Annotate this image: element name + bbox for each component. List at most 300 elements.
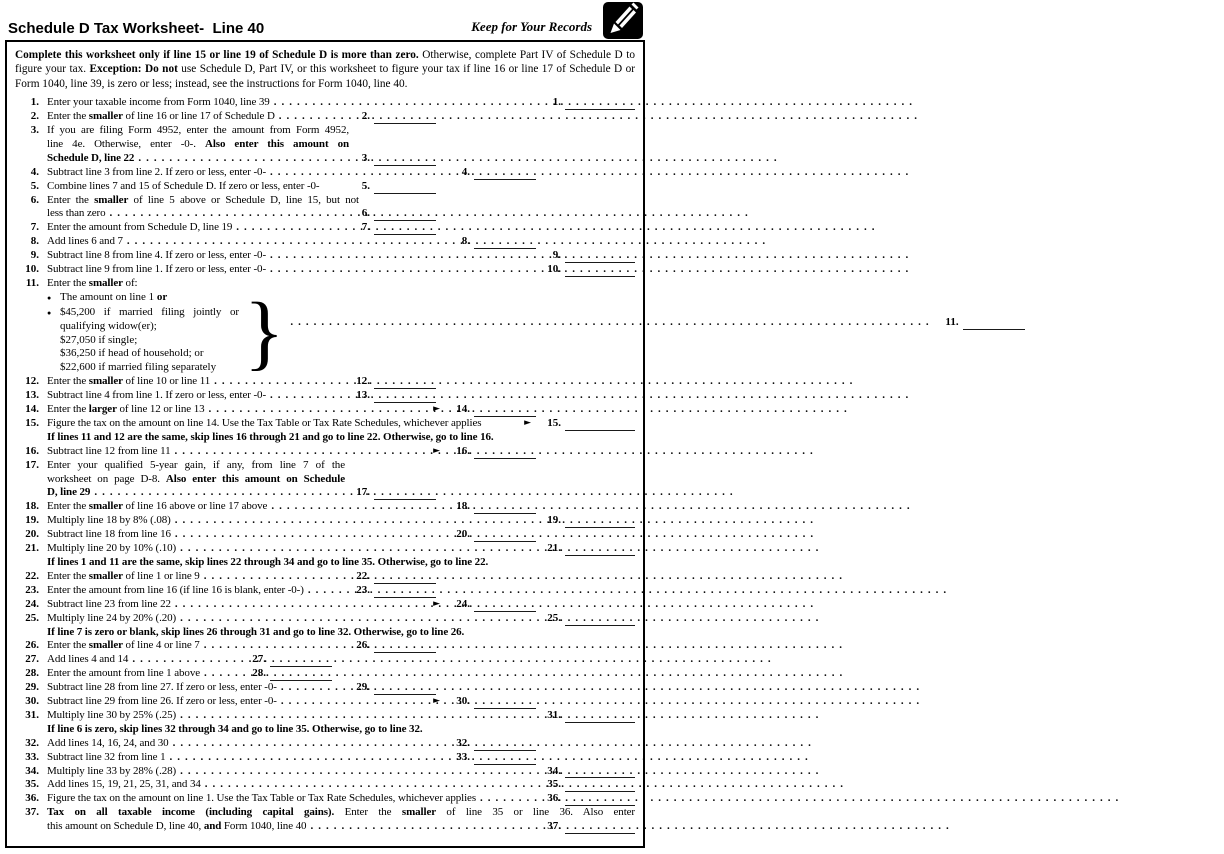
text-segment: Add lines 14, 16, 24, and 30 xyxy=(47,736,169,749)
line-number: 16. xyxy=(25,444,39,457)
arrow-icon: ► xyxy=(433,696,440,707)
worksheet-row xyxy=(15,584,635,598)
amount-input-line[interactable] xyxy=(270,668,332,681)
amount-field xyxy=(445,235,635,249)
page-title: Schedule D Tax Worksheet- Line 40 xyxy=(8,20,265,37)
worksheet-row xyxy=(15,445,635,459)
row-text xyxy=(47,639,200,653)
worksheet-row xyxy=(15,514,635,528)
amount-field xyxy=(536,792,635,806)
text-segment: Enter the xyxy=(47,193,95,206)
field-label: 10. xyxy=(547,263,561,276)
line-number: 29. xyxy=(25,681,39,694)
dot-leader xyxy=(266,249,536,263)
line-number: 5. xyxy=(30,179,39,192)
row-body xyxy=(47,723,635,737)
text-segment: of line 1 or line 9 xyxy=(122,569,200,582)
field-label: 28. xyxy=(252,667,266,680)
row-body xyxy=(47,528,635,542)
text-segment: Figure the tax on the amount on line 14. Use the Tax Table or Tax Rate Schedules, whichever applies xyxy=(47,416,482,429)
text-segment: of: xyxy=(122,276,138,289)
amount-input-line[interactable] xyxy=(474,501,536,514)
row-body xyxy=(47,431,635,445)
amount-field xyxy=(445,751,635,765)
row-last-line xyxy=(47,737,635,751)
row-text xyxy=(47,486,90,500)
field-label: 20. xyxy=(456,528,470,541)
row-text xyxy=(47,194,359,208)
text-segment: worksheet on page D-8. xyxy=(47,472,166,485)
line-number: 17. xyxy=(25,458,39,471)
amount-field xyxy=(536,263,635,277)
text-segment: Enter the amount from Schedule D, line 19 xyxy=(47,221,233,234)
row-last-line xyxy=(47,445,635,459)
field-label: 9. xyxy=(552,249,561,262)
amount-field xyxy=(345,584,635,598)
line-number: 15. xyxy=(25,416,39,429)
row-body xyxy=(47,389,635,403)
line-number: 24. xyxy=(25,597,39,610)
row-last-line xyxy=(47,709,635,723)
line-number: 19. xyxy=(25,514,39,527)
worksheet-rows xyxy=(15,96,959,834)
row-last-line xyxy=(47,820,635,834)
text-segment: smaller xyxy=(88,276,123,289)
line-number: 3. xyxy=(30,124,39,137)
amount-field xyxy=(445,500,635,514)
amount-field xyxy=(345,639,635,653)
row-body xyxy=(47,556,635,570)
field-label: 16. xyxy=(456,444,470,457)
row-body xyxy=(47,249,635,263)
amount-input-line[interactable] xyxy=(565,97,635,110)
amount-field xyxy=(445,166,635,180)
row-body xyxy=(47,806,635,834)
dot-leader xyxy=(205,403,434,417)
row-last-line xyxy=(47,500,635,514)
row-body xyxy=(47,584,635,598)
brace-icon: } xyxy=(244,286,285,380)
amount-input-line[interactable] xyxy=(374,640,436,653)
text-segment: Enter the amount from line 1 above xyxy=(47,667,200,680)
text-segment: smaller xyxy=(88,110,123,123)
field-label: 17. xyxy=(356,486,370,499)
row-text xyxy=(47,277,137,291)
field-spacer xyxy=(1025,329,1224,330)
amount-input-line[interactable] xyxy=(374,376,436,389)
dot-leader xyxy=(176,765,536,779)
row-text xyxy=(47,96,270,110)
text-segment: The amount on line 1 xyxy=(60,290,157,303)
row-body xyxy=(47,598,635,612)
line-number: 6. xyxy=(30,193,39,206)
line-number: 26. xyxy=(25,639,39,652)
row-last-line xyxy=(47,584,635,598)
worksheet-row xyxy=(15,110,635,124)
row-last-line xyxy=(47,751,635,765)
row-text xyxy=(47,417,481,431)
dot-leader xyxy=(201,778,536,792)
field-label: 22. xyxy=(356,569,370,582)
amount-input-line[interactable] xyxy=(374,585,436,598)
text-segment: Subtract line 23 from line 22 xyxy=(47,597,171,610)
worksheet-row xyxy=(15,792,635,806)
row-body xyxy=(47,612,635,626)
skip-instruction: If lines 11 and 12 are the same, skip lines 16 through 21 and go to line 22. Otherwise, go to line 16. xyxy=(47,430,494,443)
worksheet-row xyxy=(15,639,635,653)
line-number: 10. xyxy=(25,263,39,276)
field-label: 32. xyxy=(456,736,470,749)
amount-field xyxy=(536,96,635,110)
amount-field xyxy=(536,249,635,263)
row-body xyxy=(47,737,635,751)
field-label: 2. xyxy=(361,110,370,123)
worksheet-row xyxy=(15,249,635,263)
text-segment: of line 16 or line 17 of Schedule D xyxy=(122,110,275,123)
worksheet-row xyxy=(15,737,635,751)
field-label: 24. xyxy=(456,597,470,610)
amount-input-line[interactable] xyxy=(474,752,536,765)
worksheet-row xyxy=(15,709,635,723)
amount-input-line[interactable] xyxy=(565,613,635,626)
field-label: 3. xyxy=(361,151,370,164)
row-last-line xyxy=(47,263,635,277)
line-number: 31. xyxy=(25,708,39,721)
text-segment: Multiply line 24 by 20% (.20) xyxy=(47,611,177,624)
line-number: 30. xyxy=(25,695,39,708)
bullet-icon: ● xyxy=(47,308,52,317)
row-last-line xyxy=(47,514,635,528)
row-text xyxy=(47,667,200,681)
amount-input-line[interactable] xyxy=(374,222,436,235)
worksheet-row xyxy=(15,653,635,667)
bullet-text xyxy=(60,306,239,375)
dot-leader xyxy=(277,681,345,695)
row-text xyxy=(60,306,239,320)
amount-input-line[interactable] xyxy=(374,153,436,166)
row-text xyxy=(47,542,176,556)
line-number: 12. xyxy=(25,375,39,388)
amount-input-line[interactable] xyxy=(565,793,635,806)
text-segment: If you are filing Form 4952, enter the amount from Form 4952, xyxy=(47,124,349,137)
row-text xyxy=(47,235,123,249)
amount-field xyxy=(536,709,635,723)
amount-input-line[interactable] xyxy=(565,418,635,431)
text-segment: of line 5 above or Schedule D, line 15, but not xyxy=(128,193,359,206)
row-body xyxy=(47,459,635,501)
row-last-line xyxy=(47,639,635,653)
field-label: 6. xyxy=(361,207,370,220)
amount-field xyxy=(433,403,635,417)
line-number: 35. xyxy=(25,778,39,791)
field-label: 34. xyxy=(547,764,561,777)
text-segment: $36,250 if head of household; or xyxy=(60,347,204,360)
worksheet-row xyxy=(15,598,635,612)
row-body xyxy=(47,124,635,166)
amount-field xyxy=(345,570,635,584)
amount-field xyxy=(345,207,635,221)
field-label: 13. xyxy=(356,389,370,402)
amount-input-line[interactable] xyxy=(565,765,635,778)
line-number: 28. xyxy=(25,667,39,680)
row-last-line xyxy=(47,653,635,667)
amount-input-line[interactable] xyxy=(565,543,635,556)
text-segment: $45,200 if married filing jointly or xyxy=(60,305,239,318)
text-segment: Also enter this amount on xyxy=(204,137,350,150)
row-last-line xyxy=(47,389,635,403)
text-segment: Subtract line 3 from line 2. If zero or less, enter -0- xyxy=(47,165,267,178)
dot-leader xyxy=(481,417,524,431)
dot-leader xyxy=(200,570,345,584)
amount-input-line[interactable] xyxy=(374,571,436,584)
text-segment: Multiply line 33 by 28% (.28) xyxy=(47,764,177,777)
amount-input-line[interactable] xyxy=(474,529,536,542)
text-segment: smaller xyxy=(88,569,123,582)
worksheet-row xyxy=(15,263,635,277)
amount-input-line[interactable] xyxy=(474,738,536,751)
row-body xyxy=(47,445,635,459)
text-segment: smaller xyxy=(88,639,123,652)
row-body xyxy=(47,166,635,180)
row-body xyxy=(47,514,635,528)
arrow-icon: ► xyxy=(433,598,440,609)
worksheet-row xyxy=(15,681,635,695)
dot-leader xyxy=(266,263,536,277)
field-label: 36. xyxy=(547,792,561,805)
row-body xyxy=(47,96,635,110)
amount-input-line[interactable] xyxy=(374,208,436,221)
row-body xyxy=(47,778,635,792)
text-segment: Enter the xyxy=(47,403,89,416)
amount-input-line[interactable] xyxy=(374,682,436,695)
row-text xyxy=(47,124,349,138)
text-segment: and xyxy=(203,820,222,833)
amount-input-line[interactable] xyxy=(374,181,436,194)
field-label: 30. xyxy=(456,695,470,708)
worksheet-box xyxy=(5,40,959,848)
worksheet-row xyxy=(15,235,635,249)
options-list xyxy=(47,291,239,375)
row-text xyxy=(47,598,171,612)
row-text xyxy=(47,778,201,792)
row-text xyxy=(47,751,165,765)
row-body xyxy=(47,667,635,681)
intro-paragraph xyxy=(15,48,635,91)
bracketed-options xyxy=(47,286,959,380)
row-text xyxy=(47,709,176,723)
amount-input-line[interactable] xyxy=(565,515,635,528)
dot-leader xyxy=(320,180,346,194)
field-label: 8. xyxy=(461,235,470,248)
dot-leader xyxy=(200,639,345,653)
amount-input-line[interactable] xyxy=(565,264,635,277)
row-last-line xyxy=(47,612,635,626)
worksheet-row xyxy=(15,528,635,542)
amount-input-line[interactable] xyxy=(474,167,536,180)
row-body xyxy=(47,375,635,389)
row-text xyxy=(47,445,170,459)
amount-field xyxy=(524,417,635,431)
text-segment: Multiply line 20 by 10% (.10) xyxy=(47,542,177,555)
row-body xyxy=(47,709,635,723)
worksheet-row xyxy=(15,500,635,514)
amount-input-line[interactable] xyxy=(474,599,536,612)
amount-input-line[interactable] xyxy=(474,446,536,459)
worksheet-row xyxy=(15,124,635,166)
row-text xyxy=(47,473,345,487)
dot-leader xyxy=(266,389,345,403)
amount-input-line[interactable] xyxy=(270,654,332,667)
amount-input-line[interactable] xyxy=(474,696,536,709)
row-last-line xyxy=(47,667,635,681)
text-segment: qualifying widow(er); xyxy=(60,319,157,332)
dot-leader xyxy=(134,152,345,166)
line-number: 33. xyxy=(25,750,39,763)
row-body xyxy=(47,263,635,277)
field-label: 14. xyxy=(456,403,470,416)
worksheet-row xyxy=(15,194,635,222)
row-text xyxy=(60,291,239,305)
dot-leader xyxy=(123,235,445,249)
line-number: 4. xyxy=(30,165,39,178)
dot-leader xyxy=(232,221,345,235)
amount-field xyxy=(345,110,635,124)
field-label: 11. xyxy=(945,316,959,329)
dot-leader xyxy=(105,207,345,221)
skip-instruction: If line 6 is zero, skip lines 32 through 34 and go to line 35. Otherwise, go to line 32. xyxy=(47,722,423,735)
text-segment: of line 16 above or line 17 above xyxy=(122,500,268,513)
text-segment: $27,050 if single; xyxy=(60,333,138,346)
row-text xyxy=(47,180,320,194)
row-last-line xyxy=(47,110,635,124)
amount-input-line[interactable] xyxy=(474,404,536,417)
amount-input-line[interactable] xyxy=(565,779,635,792)
row-body xyxy=(47,500,635,514)
line-number: 34. xyxy=(25,764,39,777)
text-segment: Schedule D, line 22 xyxy=(47,151,135,164)
worksheet-row xyxy=(15,612,635,626)
row-body xyxy=(47,542,635,556)
worksheet-row xyxy=(15,751,635,765)
worksheet-row xyxy=(15,695,635,709)
line-number: 11. xyxy=(25,276,39,289)
text-segment: Subtract line 32 from line 1 xyxy=(47,750,166,763)
text-segment: D, line 29 xyxy=(47,486,91,499)
line-number: 25. xyxy=(25,611,39,624)
amount-field xyxy=(536,778,635,792)
amount-input-line[interactable] xyxy=(963,317,1025,330)
amount-input-line[interactable] xyxy=(565,250,635,263)
amount-field xyxy=(345,180,635,194)
worksheet-row xyxy=(15,96,635,110)
text-segment: Subtract line 29 from line 26. If zero or less, enter -0- xyxy=(47,695,277,708)
dot-leader xyxy=(170,445,433,459)
row-text xyxy=(47,403,205,417)
row-body xyxy=(47,417,635,431)
text-segment: use Schedule D, Part IV, or this worksheet to figure your tax if line 16 or line 17 of Schedule D or Form 1040, line 39, is zero or less; instead, see the instructions for Form 1040, line 40. xyxy=(15,63,635,90)
worksheet-row xyxy=(15,667,635,681)
amount-input-line[interactable] xyxy=(374,487,436,500)
text-segment: Combine lines 7 and 15 of Schedule D. If zero or less, enter -0- xyxy=(47,179,320,192)
row-last-line xyxy=(47,375,635,389)
amount-field xyxy=(433,695,635,709)
text-segment: or xyxy=(156,290,168,303)
arrow-icon: ► xyxy=(433,404,440,415)
text-segment: of line 35 or line 36. Also enter xyxy=(436,806,635,819)
line-number: 37. xyxy=(25,806,39,819)
text-segment: Tax on all taxable income (including capital gains). xyxy=(47,806,335,819)
row-body xyxy=(47,570,635,584)
arrow-icon: ► xyxy=(433,445,440,456)
line-number: 23. xyxy=(25,583,39,596)
line-number: 36. xyxy=(25,792,39,805)
line-number: 8. xyxy=(30,235,39,248)
line-number: 7. xyxy=(30,221,39,234)
row-text xyxy=(60,347,239,361)
row-text xyxy=(47,528,171,542)
worksheet-row xyxy=(15,180,635,194)
amount-field xyxy=(433,445,635,459)
amount-input-line[interactable] xyxy=(474,236,536,249)
row-last-line xyxy=(47,792,635,806)
line-number: 21. xyxy=(25,542,39,555)
field-label: 27. xyxy=(252,653,266,666)
worksheet-row xyxy=(15,389,635,403)
amount-input-line[interactable] xyxy=(374,390,436,403)
text-segment: Enter the xyxy=(47,276,89,289)
dot-leader xyxy=(277,695,433,709)
text-segment: Also enter this amount on Schedule xyxy=(165,472,345,485)
text-segment: smaller xyxy=(88,500,123,513)
row-text xyxy=(47,792,476,806)
line-number: 22. xyxy=(25,569,39,582)
worksheet-row xyxy=(15,375,635,389)
amount-field xyxy=(536,514,635,528)
bullet-item xyxy=(47,291,239,306)
worksheet-row xyxy=(15,417,635,431)
row-last-line xyxy=(47,765,635,779)
worksheet-row xyxy=(15,806,635,834)
row-body xyxy=(47,235,635,249)
row-last-line xyxy=(47,542,635,556)
dot-leader xyxy=(169,737,445,751)
worksheet-row xyxy=(15,570,635,584)
row-text xyxy=(47,249,266,263)
field-label: 25. xyxy=(547,611,561,624)
amount-input-line[interactable] xyxy=(565,710,635,723)
amount-input-line[interactable] xyxy=(374,111,436,124)
text-segment: Add lines 4 and 14 xyxy=(47,653,129,666)
text-segment: of line 4 or line 7 xyxy=(122,639,200,652)
note-row xyxy=(15,626,635,640)
line-number: 18. xyxy=(25,500,39,513)
field-label: 1. xyxy=(552,96,561,109)
row-text xyxy=(47,695,277,709)
text-segment: Enter the xyxy=(47,639,89,652)
dot-leader xyxy=(275,110,345,124)
line-number: 13. xyxy=(25,389,39,402)
field-label: 35. xyxy=(547,778,561,791)
amount-input-line[interactable] xyxy=(565,821,635,834)
row-body xyxy=(47,765,635,779)
text-segment: line 4e. Otherwise, enter -0-. xyxy=(47,137,205,150)
field-label: 18. xyxy=(456,500,470,513)
form-header xyxy=(0,0,650,40)
note-row xyxy=(15,556,635,570)
row-text xyxy=(47,138,349,152)
amount-field xyxy=(241,667,635,681)
text-segment: Complete this worksheet only if line 15 or line 19 of Schedule D is more than zero. xyxy=(15,49,419,61)
